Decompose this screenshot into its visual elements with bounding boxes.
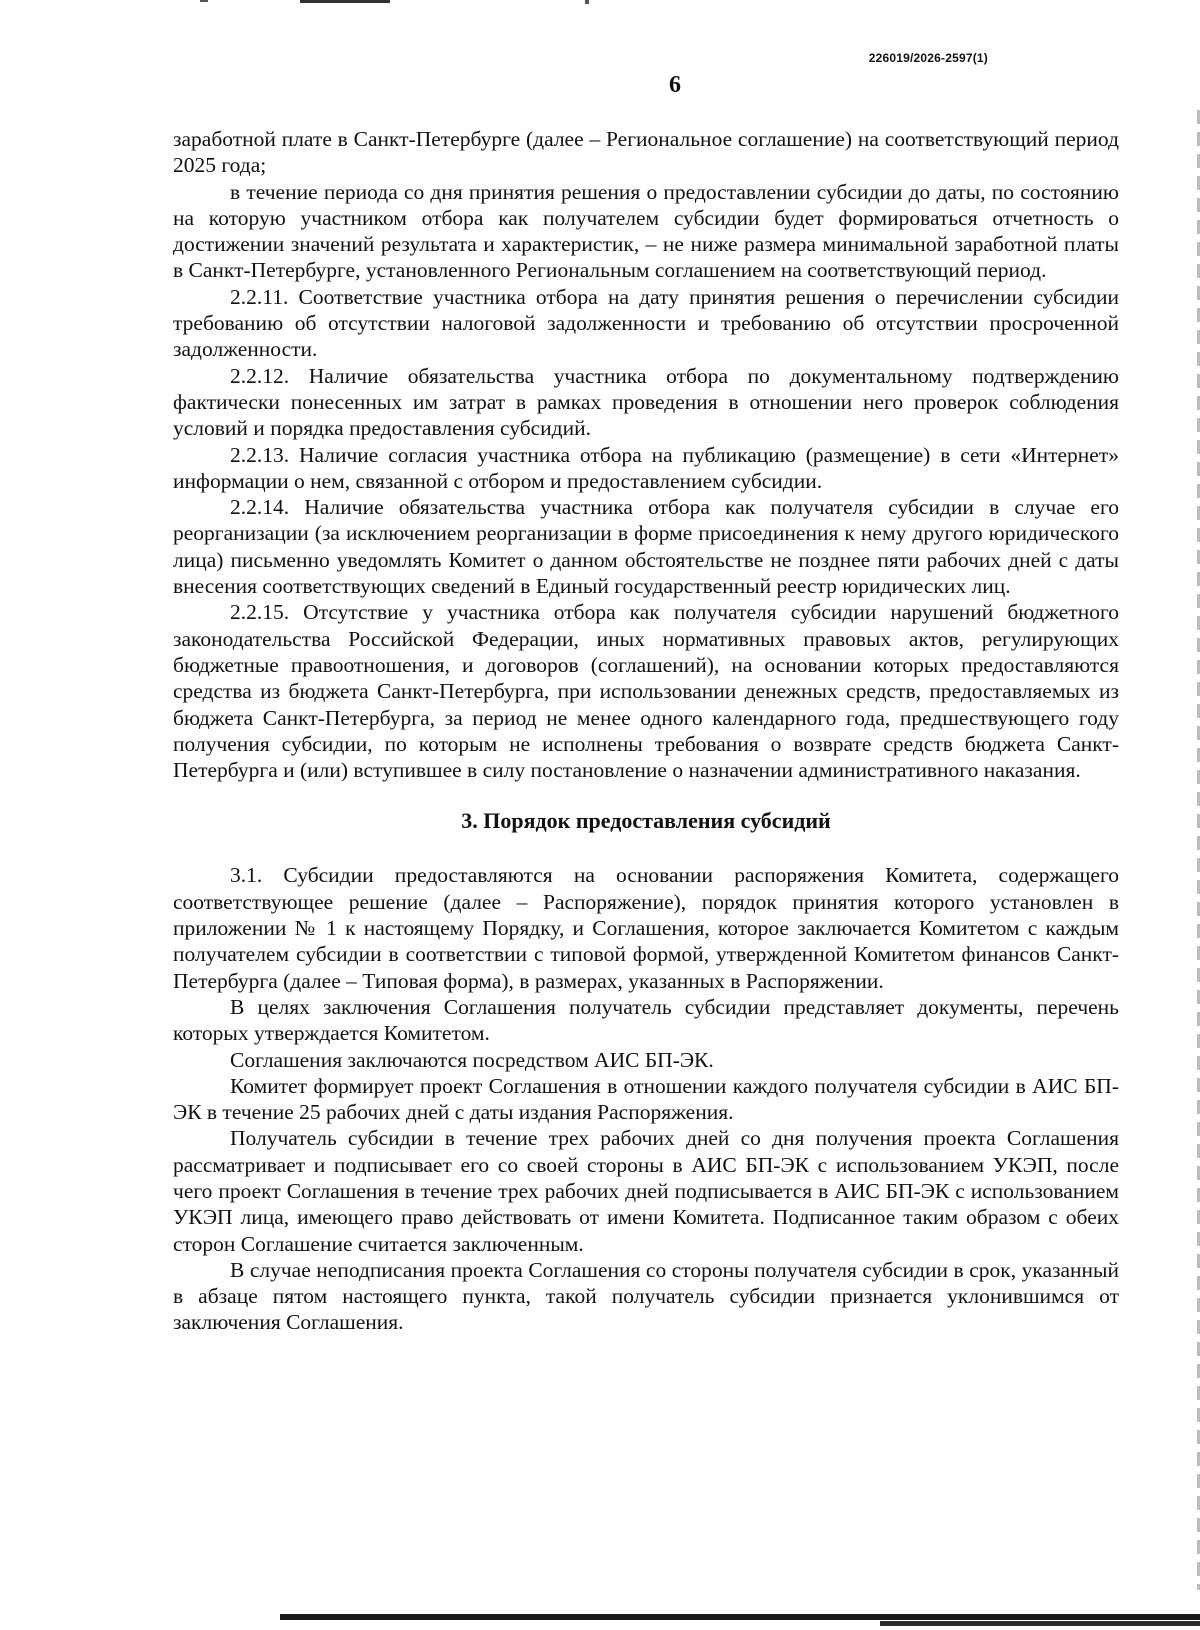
paragraph-3-1: 3.1. Субсидии предоставляются на основании распоряжения Комитета, содержащего соответствующее решение (далее – Распоряжение), порядок принятия которого установлен в приложении № 1 к настоящему Порядку, и Соглашения, которое заключается Комитетом с каждым получателем субсидии в соответствии с типовой формой, утвержденной Комитетом финансов Санкт-Петербурга (далее – Типовая форма), в размерах, указанных в Распоряжении. <box>173 863 1119 993</box>
paragraph-2-2-14: 2.2.14. Наличие обязательства участника отбора как получателя субсидии в случае его реорганизации (за исключением реорганизации в форме присоединения к нему другого юридического лица) письменно уведомлять Комитет о данном обстоятельстве не позднее пяти рабочих дней с даты внесения соответствующих сведений в Единый государственный реестр юридических лиц. <box>173 495 1119 599</box>
paragraph: заработной плате в Санкт-Петербурге (далее – Региональное соглашение) на соответствующий период 2025 года; <box>173 127 1119 178</box>
paragraph: Соглашения заключаются посредством АИС БП-ЭК. <box>230 1047 714 1072</box>
paragraph-2-2-13: 2.2.13. Наличие согласия участника отбора на публикацию (размещение) в сети «Интернет» информации о нем, связанной с отбором и предоставлением субсидии. <box>173 442 1119 493</box>
paragraph-2-2-12: 2.2.12. Наличие обязательства участника отбора по документальному подтверждению фактически понесенных им затрат в рамках проведения в отношении него проверок соблюдения условий и порядка предоставления субсидий. <box>173 363 1119 441</box>
paragraph: В целях заключения Соглашения получатель субсидии представляет документы, перечень которых утверждается Комитетом. <box>173 994 1119 1046</box>
scan-mark <box>585 0 589 4</box>
scan-artifact-bottom <box>280 1614 1200 1620</box>
scan-artifact-bottom <box>880 1621 1200 1626</box>
paragraph: В случае неподписания проекта Соглашения со стороны получателя субсидии в срок, указанный в абзаце пятом настоящего пункта, такой получатель субсидии признается уклонившимся от заключения Соглашения. <box>173 1257 1119 1335</box>
paragraph: Получатель субсидии в течение трех рабочих дней со дня получения проекта Соглашения рассматривает и подписывает его со своей стороны в АИС БП-ЭК с использованием УКЭП, после чего проект Соглашения в течение трех рабочих дней подписывается в АИС БП-ЭК с использованием УКЭП лица, имеющего право действовать от имени Комитета. Подписанное таким образом с обеих сторон Соглашение считается заключенным. <box>173 1126 1119 1256</box>
page-number: 6 <box>669 72 681 98</box>
section-heading: 3. Порядок предоставления субсидий <box>461 808 831 834</box>
document-body <box>173 126 1119 1336</box>
scan-mark <box>300 0 390 3</box>
paragraph: в течение периода со дня принятия решения о предоставлении субсидии до даты, по состоянию на которую участником отбора как получателем субсидии будет формироваться отчетность о достижении значений результата и характеристик, – не ниже размера минимальной заработной платы в Санкт-Петербурге, установленного Региональным соглашением на соответствующий период. <box>173 179 1119 283</box>
scan-artifact-top <box>0 0 1200 8</box>
document-id: 226019/2026-2597(1) <box>868 51 988 65</box>
scan-mark <box>200 0 208 2</box>
paragraph: Комитет формирует проект Соглашения в отношении каждого получателя субсидии в АИС БП-ЭК в течение 25 рабочих дней с даты издания Распоряжения. <box>173 1073 1119 1125</box>
paragraph-2-2-15: 2.2.15. Отсутствие у участника отбора как получателя субсидии нарушений бюджетного законодательства Российской Федерации, иных нормативных правовых актов, регулирующих бюджетные правоотношения, и договоров (соглашений), на основании которых предоставляются средства из бюджета Санкт-Петербурга, при использовании денежных средств, предоставляемых из бюджета Санкт-Петербурга, за период не менее одного календарного года, предшествующего году получения субсидии, по которым не исполнены требования о возврате средств бюджета Санкт-Петербурга и (или) вступившее в силу постановление о назначении административного наказания. <box>173 600 1119 783</box>
paragraph-2-2-11: 2.2.11. Соответствие участника отбора на дату принятия решения о перечислении субсидии требованию об отсутствии налоговой задолженности и требованию об отсутствии просроченной задолженности. <box>173 284 1119 362</box>
